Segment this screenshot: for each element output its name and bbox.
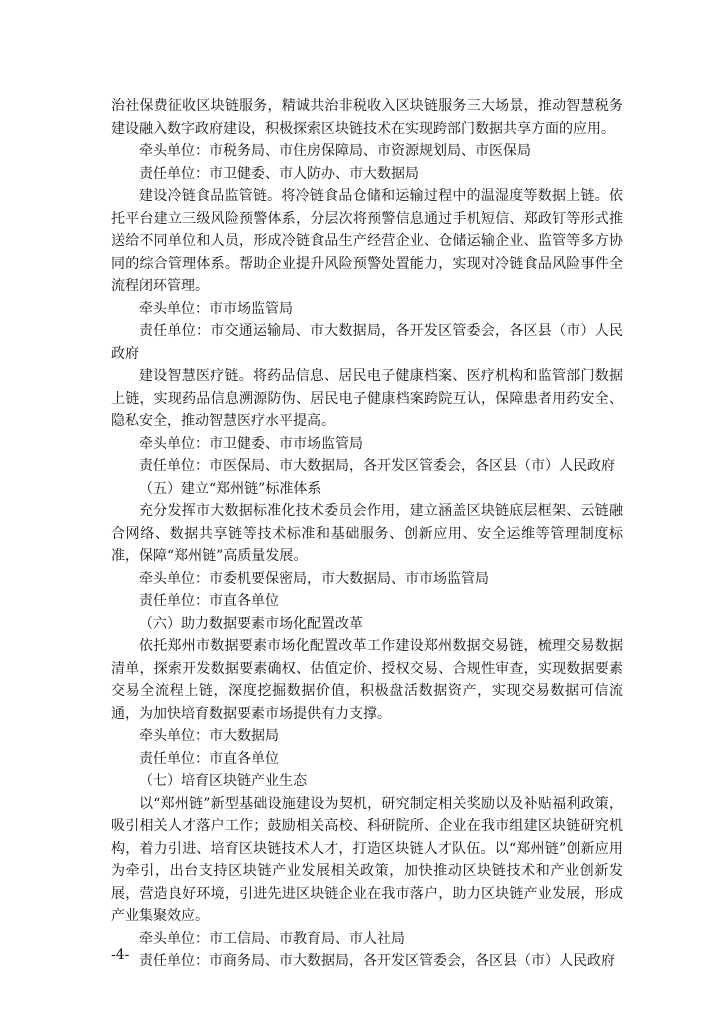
paragraph: （七）培育区块链产业生态	[139, 773, 307, 789]
paragraph: 责任单位：市直各单位	[139, 750, 279, 767]
paragraph: 牵头单位：市税务局、市住房保障局、市资源规划局、市医保局	[139, 143, 531, 159]
paragraph: 牵头单位：市卫健委、市市场监管局	[139, 435, 363, 452]
paragraph: 牵头单位：市大数据局	[139, 728, 279, 744]
paragraph: 牵头单位：市工信局、市教育局、市人社局	[139, 930, 405, 947]
paragraph: （五）建立“郑州链”标准体系	[139, 480, 322, 497]
paragraph: 充分发挥市大数据标准化技术委员会作用，建立涵盖区块链底层框架、云链融合网络、数据共享链等技术标准和基础服务、创新应用、安全运维等管理制度标准，保障“郑州链”高质量发展。	[111, 503, 623, 564]
paragraph: 责任单位：市交通运输局、市大数据局，各开发区管委会，各区县（市）人民政府	[111, 323, 623, 362]
paragraph: 建设冷链食品监管链。将冷链食品仓储和运输过程中的温湿度等数据上链。依托平台建立三级风险预警体系，分层次将预警信息通过手机短信、郑政钉等形式推送给不同单位和人员，形成冷链食品生产经营企业、仓储运输企业、监管等多方协同的综合管理体系。帮助企业提升风险预警处置能力，实现对冷链食品风险事件全流程闭环管理。	[111, 188, 623, 294]
paragraph: 牵头单位：市委机要保密局，市大数据局、市市场监管局	[139, 570, 489, 587]
paragraph: 责任单位：市商务局、市大数据局，各开发区管委会，各区县（市）人民政府	[139, 953, 615, 969]
document-body	[111, 95, 623, 973]
paragraph: （六）助力数据要素市场化配置改革	[139, 615, 363, 632]
paragraph: 以“郑州链”新型基础设施建设为契机，研究制定相关奖励以及补贴福利政策，吸引相关人才落户工作；鼓励相关高校、科研院所、企业在我市组建区块链研究机构，着力引进、培育区块链技术人才，打造区块链人才队伍。以“郑州链”创新应用为牵引，出台支持区块链产业发展相关政策，加快推动区块链技术和产业创新发展，营造良好环境，引进先进区块链企业在我市落户，助力区块链产业发展，形成产业集聚效应。	[111, 795, 623, 924]
page-number: -4-	[111, 947, 130, 963]
paragraph: 牵头单位：市市场监管局	[139, 300, 293, 317]
paragraph: 建设智慧医疗链。将药品信息、居民电子健康档案、医疗机构和监管部门数据上链，实现药品信息溯源防伪、居民电子健康档案跨院互认，保障患者用药安全、隐私安全，推动智慧医疗水平提高。	[111, 368, 623, 429]
paragraph: 责任单位：市医保局、市大数据局，各开发区管委会，各区县（市）人民政府	[139, 458, 615, 474]
paragraph: 治社保费征收区块链服务，精诚共治非税收入区块链服务三大场景，推动智慧税务建设融入数字政府建设，积极探索区块链技术在实现跨部门数据共享方面的应用。	[111, 98, 623, 137]
paragraph: 责任单位：市卫健委、市人防办、市大数据局	[139, 165, 419, 182]
paragraph: 责任单位：市直各单位	[139, 593, 279, 609]
paragraph: 依托郑州市数据要素市场化配置改革工作建设郑州数据交易链，梳理交易数据清单，探索开发数据要素确权、估值定价、授权交易、合规性审查，实现数据要素交易全流程上链，深度挖掘数据价值，积极盘活数据资产，实现交易数据可信流通，为加快培育数据要素市场提供有力支撑。	[111, 638, 623, 722]
